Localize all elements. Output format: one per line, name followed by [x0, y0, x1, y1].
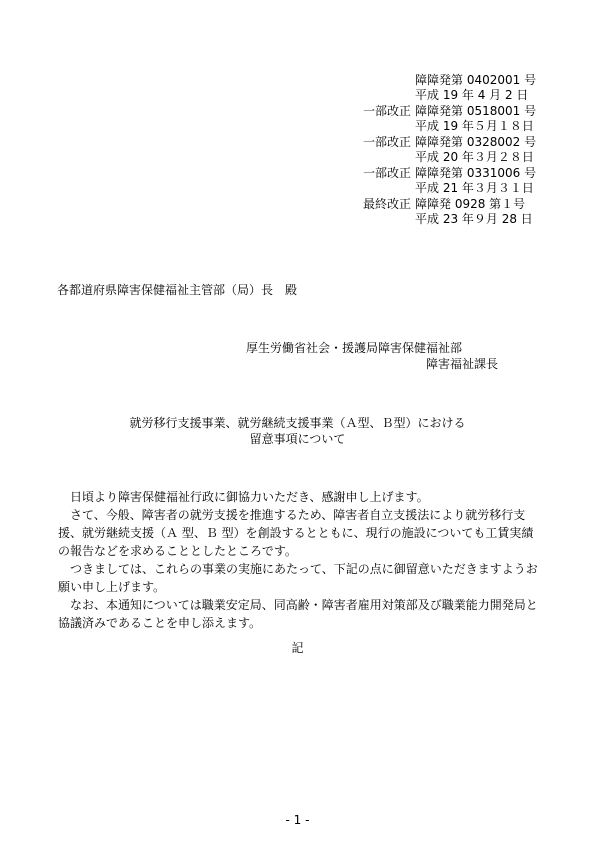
reference-row — [330, 88, 542, 104]
reference-number: 障障発第 0328002 号 — [415, 134, 537, 149]
reference-row — [330, 150, 542, 166]
revision-label: 一部改正 — [362, 103, 411, 118]
reference-date: 平成 20 年３月２８日 — [415, 150, 534, 165]
notes-heading: 記 — [291, 641, 304, 655]
reference-row — [330, 196, 542, 212]
reference-number: 障障発第 0402001 号 — [415, 72, 537, 87]
body-paragraph: なお、本通知については職業安定局、同高齢・障害者雇用対策部及び職業能力開発局と協議済みであることを申し添えます。 — [58, 598, 538, 630]
reference-number: 障障発第 0518001 号 — [415, 103, 537, 118]
reference-date: 平成 19 年 4 月 2 日 — [415, 88, 529, 103]
reference-date: 平成 23 年９月 28 日 — [415, 212, 533, 227]
sender-block — [246, 340, 498, 372]
salutation: 各都道府県障害保健福祉主管部（局）長 殿 — [57, 283, 298, 297]
body-paragraph: さて、今般、障害者の就労支援を推進するため、障害者自立支援法により就労移行支援、就労継続支援（Ａ 型、Ｂ 型）を創設するとともに、現行の施設についても工賃実績の報告などを求めることとしたところです。 — [58, 508, 534, 558]
reference-row — [330, 181, 542, 197]
reference-row — [330, 72, 542, 88]
reference-block — [330, 72, 542, 227]
title-line: 就労移行支援事業、就労継続支援事業（Ａ型、Ｂ型）における — [129, 416, 466, 430]
sender-department: 厚生労働省社会・援護局障害保健福祉部 — [246, 341, 463, 355]
reference-row — [330, 134, 542, 150]
revision-label: 一部改正 — [362, 165, 411, 180]
body-paragraph: つきましては、これらの事業の実施にあたって、下記の点に御留意いただきますようお願い申し上げます。 — [58, 562, 538, 594]
page-number: - 1 - — [285, 813, 310, 827]
body-paragraph: 日頃より障害保健福祉行政に御協力いただき、感謝申し上げます。 — [70, 490, 429, 504]
reference-row — [330, 103, 542, 119]
reference-date: 平成 19 年５月１８日 — [415, 119, 534, 134]
document-title — [0, 415, 595, 447]
sender-title: 障害福祉課長 — [426, 357, 499, 371]
reference-date: 平成 21 年３月３１日 — [415, 181, 534, 196]
title-line: 留意事項について — [249, 432, 346, 446]
reference-row — [330, 165, 542, 181]
reference-number: 障障発 0928 第１号 — [415, 196, 526, 211]
reference-row — [330, 212, 542, 228]
revision-label: 一部改正 — [362, 134, 411, 149]
reference-number: 障障発第 0331006 号 — [415, 165, 537, 180]
reference-row — [330, 119, 542, 135]
revision-label: 最終改正 — [362, 196, 411, 211]
body-text — [58, 488, 540, 632]
